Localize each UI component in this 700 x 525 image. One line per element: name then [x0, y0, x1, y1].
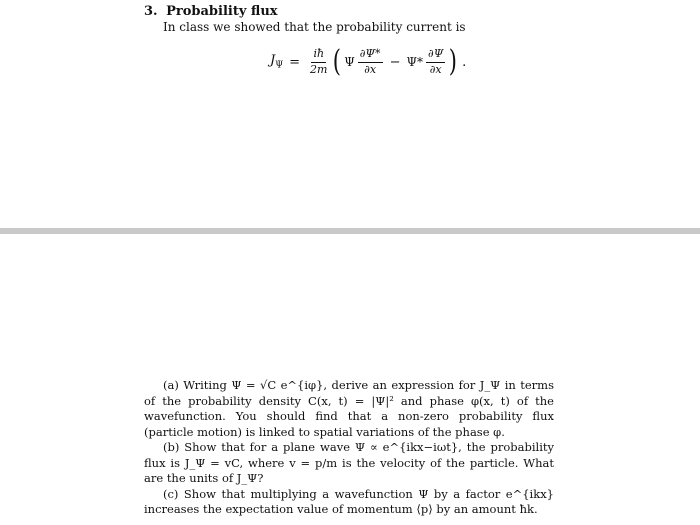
equals-sign: = [289, 54, 301, 70]
problem-heading [144, 4, 278, 19]
problem-title: Probability flux [166, 4, 278, 19]
open-paren: ( [333, 44, 342, 79]
part-b-text: (b) Show that for a plane wave Ψ ∝ e^{ikx−iωt}, the probability flux is J_Ψ = vC, where v = p/m is the velocity of the particle. What are the units of J_Ψ? [144, 440, 554, 485]
term2-factor: Ψ* [406, 55, 423, 69]
term1-factor: Ψ [344, 55, 355, 69]
page-top [0, 0, 700, 228]
minus-sign: − [389, 54, 401, 70]
close-paren: ) [449, 44, 458, 79]
term2-derivative: $\frac{\partial\Psi}{\partial x}$ [428, 47, 444, 76]
intro-text: In class we showed that the probability current is [163, 20, 466, 34]
equation-period: . [462, 54, 467, 70]
part-c-text: (c) Show that multiplying a wavefunction Ψ by a factor e^{ikx} increases the expectation value of momentum ⟨p⟩ by an amount ħk. [144, 486, 554, 516]
probability-current-equation [270, 42, 466, 82]
prefactor-fraction: $\frac{iħ}{2m}$ [310, 47, 328, 76]
question-parts [144, 378, 554, 518]
equation-lhs: $J_\Psi$ [270, 53, 284, 71]
problem-number: 3. [144, 4, 158, 19]
part-a-text: (a) Writing Ψ = √C e^{iφ}, derive an expression for J_Ψ in terms of the probability density C(x, t) = |Ψ|² and phase φ(x, t) of the wavefunction. You should find that a non-zero probability flux (particle motion) is linked to spatial variations of the phase φ. [144, 378, 554, 439]
term1-derivative: $\frac{\partial\Psi*}{\partial x}$ [359, 47, 381, 76]
